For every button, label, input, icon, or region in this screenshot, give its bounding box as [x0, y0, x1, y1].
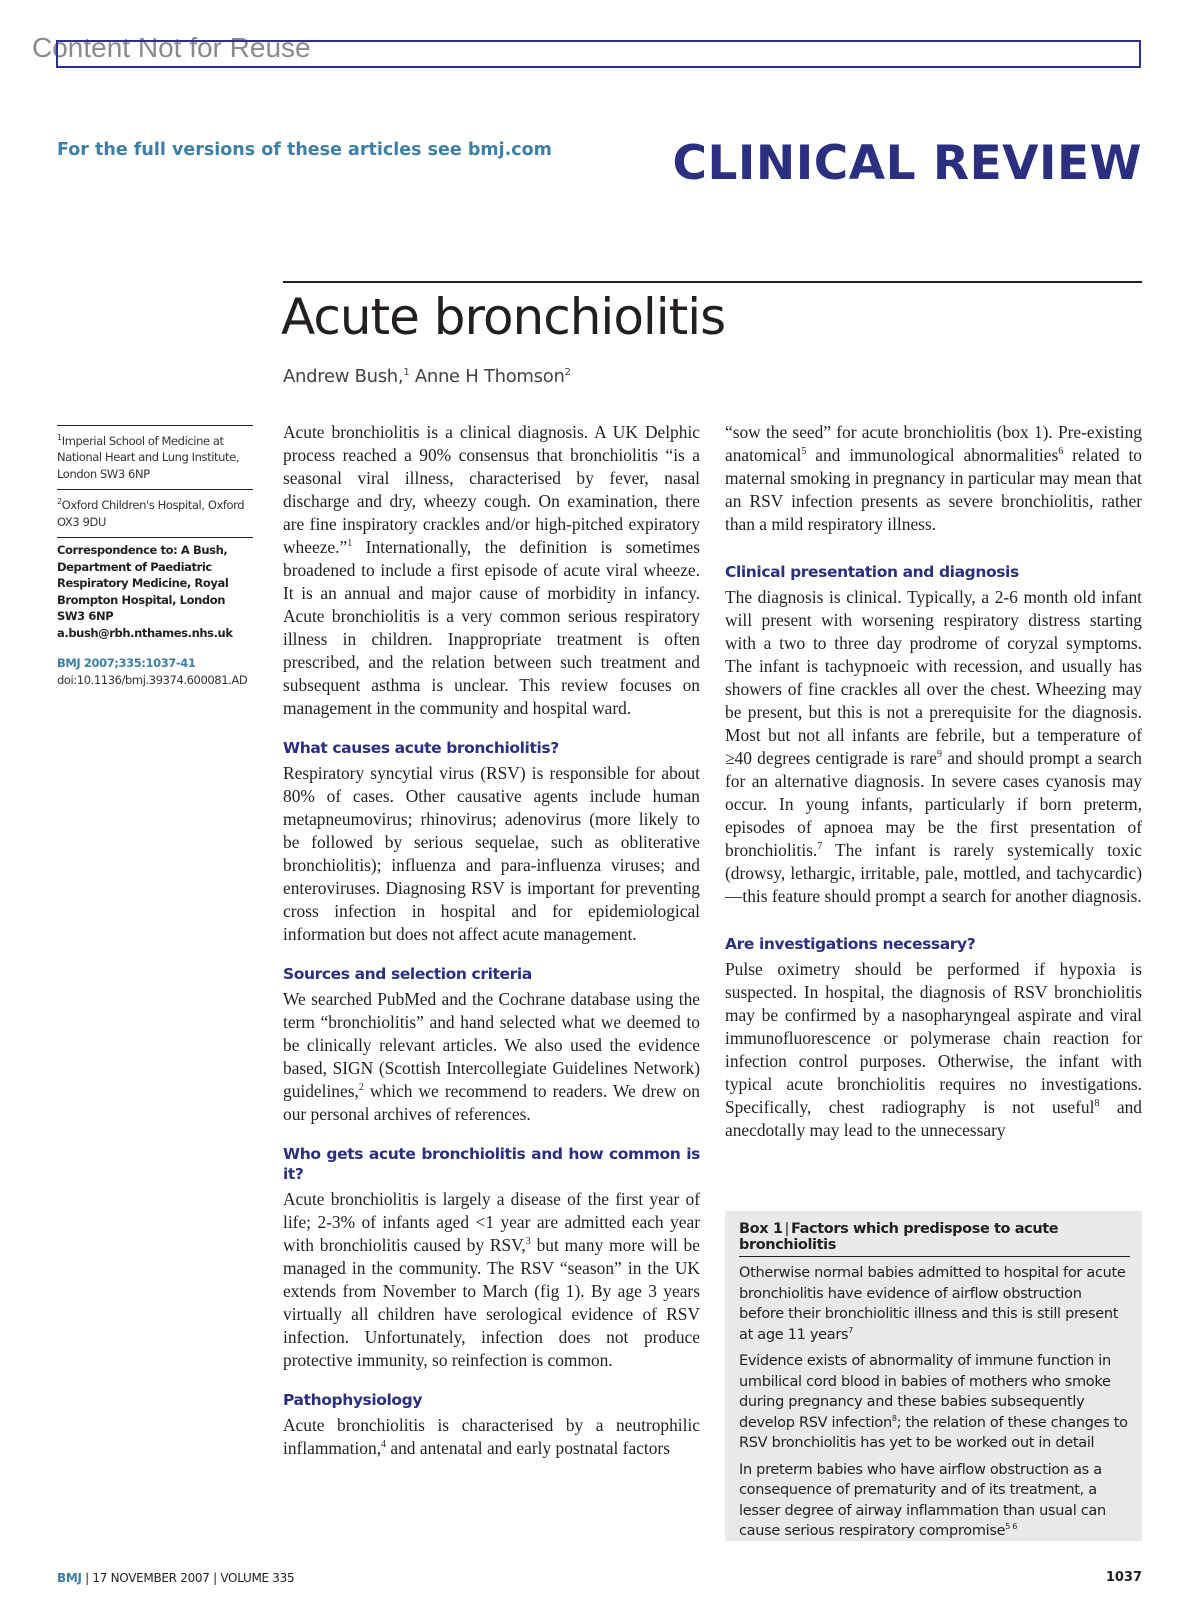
heading-pathophysiology: Pathophysiology [283, 1391, 423, 1409]
patho-paragraph [283, 1414, 700, 1460]
title-rule [283, 281, 1142, 283]
correspondence: Correspondence to: A Bush, Department of Paediatric Respiratory Medicine, Royal Brompton Hospital, London SW3 6NP a.bush@rbh.nthames.nhs.uk [57, 543, 233, 640]
who-text-b: but many more will be managed in the community. The RSV “season” in the UK extends from November to March (fig 1). By age 3 years virtually all children have serological evidence of RSV infection. Unfortunately, infection does not produce protective immunity, so reinfection is common. [283, 1235, 700, 1370]
box-item-1-ref: 7 [848, 1325, 854, 1335]
ref-9: 9 [937, 749, 942, 761]
ref-5: 5 [801, 446, 807, 458]
sources-text-b: which we recommend to readers. We drew on our personal archives of references. [283, 1081, 700, 1124]
ref-6: 6 [1058, 446, 1064, 458]
heading-sources: Sources and selection criteria [283, 965, 532, 983]
clinical-text-c: The infant is rarely systemically toxic (drowsy, lethargic, irritable, pale, mottled, and tachycardic)—this feature should prompt a search for another diagnosis. [725, 840, 1142, 906]
sidebar-rule [57, 425, 253, 426]
col2-paragraph [725, 421, 1142, 536]
sidebar-rule [57, 489, 253, 490]
sources-text-a: We searched PubMed and the Cochrane database using the term “bronchiolitis” and hand selected what we deemed to be clinically relevant articles. We also used the evidence based, SIGN (Scottish Intercollegiate Guidelines Network) guidelines, [283, 989, 700, 1101]
author-2-affil: 2 [564, 367, 571, 378]
section-title: CLINICAL REVIEW [672, 136, 1142, 191]
box-title-text: Factors which predispose to acute bronchiolitis [739, 1221, 1059, 1253]
column-right [725, 421, 1142, 1142]
patho-text-b: and antenatal and early postnatal factors [386, 1438, 670, 1458]
investigations-text-a: Pulse oximetry should be performed if hypoxia is suspected. In hospital, the diagnosis of RSV bronchiolitis may be confirmed by a nasopharyngeal aspirate and viral immunofluorescence or polymerase chain reaction for infection control purposes. Otherwise, the infant with typical acute bronchiolitis requires no investigations. Specifically, chest radiography is not useful [725, 959, 1142, 1117]
authors [283, 366, 571, 387]
box-item-2-text-a: Evidence exists of abnormality of immune function in umbilical cord blood in babies of mothers who smoke during pregnancy and these babies subsequently develop RSV infection [739, 1353, 1111, 1431]
ref-8: 8 [1094, 1098, 1100, 1110]
heading-who: Who gets acute bronchiolitis and how common is it? [283, 1145, 700, 1183]
citation[interactable]: BMJ 2007;335:1037-41 [57, 656, 196, 671]
who-paragraph [283, 1188, 700, 1372]
clinical-text-a: The diagnosis is clinical. Typically, a 2-6 month old infant will present with worsening respiratory distress starting with a two to three day prodrome of coryzal symptoms. The infant is tachypnoeic with recession, and usually has showers of fine crackles all over the chest. Wheezing may be present, but this is not a prerequisite for the diagnosis. Most but not all infants are febrile, but a temperature of ≥40 degrees centigrade is rare [725, 587, 1142, 768]
box-item [739, 1460, 1130, 1542]
box-item-3-text: In preterm babies who have airflow obstruction as a consequence of prematurity and of its treatment, a lesser degree of airway inflammation than usual can cause serious respiratory compromise [739, 1461, 1106, 1539]
author-1-affil: 1 [403, 367, 410, 378]
affiliation-1 [57, 430, 253, 486]
sidebar-rule [57, 537, 253, 538]
watermark-frame [56, 40, 1141, 68]
article-title: Acute bronchiolitis [281, 288, 726, 346]
ref-2: 2 [358, 1082, 364, 1094]
author-1: Andrew Bush, [283, 366, 404, 387]
box-separator: | [784, 1221, 790, 1237]
box-item [739, 1351, 1130, 1454]
intro-text-b: Internationally, the definition is sometimes broadened to include a first episode of acute viral wheeze. It is an annual and major cause of morbidity in infancy. Acute bronchiolitis is a very common serious respiratory illness in children. Inappropriate treatment is often prescribed, and the relation between such treatment and subsequent asthma is unclear. This review focuses on management in the community and hospital ward. [283, 537, 700, 718]
full-versions-link[interactable]: For the full versions of these articles see bmj.com [57, 140, 552, 160]
box-item-3-ref: 5 6 [1005, 1522, 1018, 1532]
heading-clinical: Clinical presentation and diagnosis [725, 563, 1019, 581]
patho-text-a: Acute bronchiolitis is characterised by a neutrophilic inflammation, [283, 1415, 700, 1458]
clinical-paragraph [725, 586, 1142, 908]
affiliation-2-text: Oxford Children's Hospital, Oxford OX3 9DU [57, 498, 245, 529]
box-item-2-ref: 8 [891, 1413, 897, 1423]
who-text-a: Acute bronchiolitis is largely a disease of the first year of life; 2-3% of infants aged <1 year are admitted each year with bronchiolitis caused by RSV, [283, 1189, 700, 1255]
ref-4: 4 [381, 1439, 387, 1451]
col2-text-c: related to maternal smoking in pregnancy in particular may mean that an RSV infection presents as severe bronchiolitis, rather than a mild respiratory illness. [725, 445, 1143, 534]
box-item-1-text: Otherwise normal babies admitted to hospital for acute bronchiolitis have evidence of airflow obstruction before their bronchiolitic illness and this is still present at age 11 years [739, 1265, 1126, 1343]
causes-paragraph: Respiratory syncytial virus (RSV) is responsible for about 80% of cases. Other causative agents include human metapneumovirus; rhinovirus; adenovirus (more likely to be followed by serious sequelae, such as obliterative bronchiolitis); influenza and para-influenza viruses; and enteroviruses. Diagnosing RSV is important for preventing cross infection in hospital and for epidemiological information but does not affect acute management. [283, 763, 700, 944]
watermark: Content Not for Reuse [32, 32, 311, 63]
investigations-text-b: and anecdotally may lead to the unnecessary [725, 1097, 1142, 1140]
ref-3: 3 [525, 1236, 531, 1248]
box-1 [725, 1211, 1142, 1541]
page-number: 1037 [1105, 1570, 1142, 1585]
ref-1: 1 [347, 538, 353, 550]
affiliation-2 [57, 494, 253, 534]
box-title [739, 1221, 1130, 1257]
footer-journal-name: BMJ [57, 1571, 82, 1585]
doi: doi:10.1136/bmj.39374.600081.AD [57, 672, 248, 687]
footer-issue: | 17 NOVEMBER 2007 | VOLUME 335 [81, 1571, 295, 1585]
box-item-2-text-b: ; the relation of these changes to RSV bronchiolitis has yet to be worked out in detail [739, 1414, 1128, 1451]
intro-text-a: Acute bronchiolitis is a clinical diagnosis. A UK Delphic process reached a 90% consensus that bronchiolitis “is a seasonal viral illness, characterised by fever, nasal discharge and dry, wheezy cough. On examination, there are fine inspiratory crackles and/or high-pitched expiratory wheeze.” [283, 422, 700, 557]
col2-text-a: “sow the seed” for acute bronchiolitis (box 1). Pre-existing anatomical [725, 422, 1142, 465]
affiliation-1-sup: 1 [57, 433, 62, 442]
column-left [283, 421, 700, 1460]
affiliation-2-sup: 2 [57, 497, 62, 507]
box-number: Box 1 [739, 1221, 783, 1237]
investigations-paragraph [725, 958, 1142, 1142]
footer-journal [57, 1571, 294, 1585]
ref-7: 7 [817, 841, 823, 853]
box-item [739, 1263, 1130, 1345]
sidebar [57, 425, 253, 688]
clinical-text-b: and should prompt a search for an alternative diagnosis. In severe cases cyanosis may occur. In young infants, particularly if born preterm, episodes of apnoea may be the first presentation of bronchiolitis. [725, 748, 1143, 860]
col2-text-b: and immunological abnormalities [806, 445, 1059, 465]
heading-causes: What causes acute bronchiolitis? [283, 739, 559, 757]
heading-investigations: Are investigations necessary? [725, 935, 976, 953]
author-2: Anne H Thomson [409, 366, 565, 387]
sources-paragraph [283, 988, 700, 1126]
affiliation-1-text: Imperial School of Medicine at National Heart and Lung Institute, London SW3 6NP [57, 433, 240, 481]
intro-paragraph [283, 421, 700, 720]
